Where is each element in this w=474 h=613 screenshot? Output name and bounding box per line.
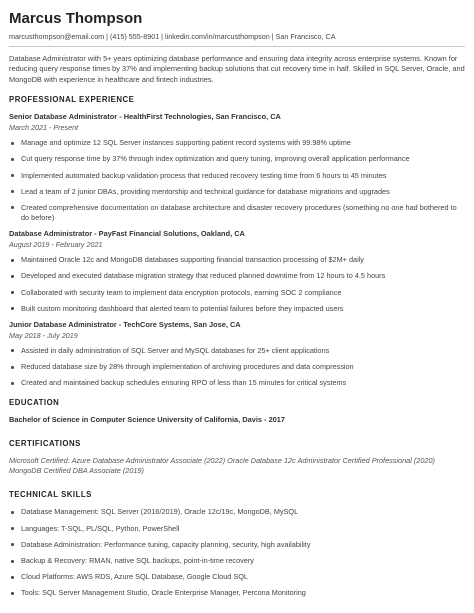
job-bullets [9, 255, 465, 314]
bullet-item: Cut query response time by 37% through index optimization and query tuning, improving overall application performance [9, 154, 465, 164]
bullet-item: Assisted in daily administration of SQL Server and MySQL databases for 25+ client applications [9, 346, 465, 356]
skill-item: Tools: SQL Server Management Studio, Oracle Enterprise Manager, Percona Monitoring [9, 588, 465, 598]
skills-heading: TECHNICAL SKILLS [9, 490, 92, 500]
job-title: Senior Database Administrator - HealthFirst Technologies, San Francisco, CA [9, 112, 281, 122]
bullet-item: Lead a team of 2 junior DBAs, providing mentorship and technical guidance for database migrations and upgrades [9, 187, 465, 197]
skill-item: Languages: T-SQL, PL/SQL, Python, PowerShell [9, 524, 465, 534]
job-title: Junior Database Administrator - TechCore Systems, San Jose, CA [9, 319, 241, 329]
job-bullets [9, 346, 465, 388]
skill-item: Database Management: SQL Server (2016/2019), Oracle 12c/19c, MongoDB, MySQL [9, 507, 465, 517]
skill-item: Database Administration: Performance tuning, capacity planning, security, high availability [9, 540, 465, 550]
skills-section [9, 490, 465, 598]
job-dates: March 2021 - Present [9, 123, 79, 133]
job-entry [9, 229, 465, 314]
skill-item: Cloud Platforms: AWS RDS, Azure SQL Database, Google Cloud SQL [9, 572, 465, 582]
summary: Database Administrator with 5+ years optimizing database performance and ensuring data integrity across enterprise systems. Known for reducing query response times by 37% and implementing backup solutions that cut recovery time in half. Skilled in SQL Server, Oracle, and MongoDB with experience in healthcare and fintech industries. [9, 54, 465, 84]
skills-list [9, 507, 465, 598]
experience-heading: PROFESSIONAL EXPERIENCE [9, 95, 135, 105]
bullet-item: Created and maintained backup schedules ensuring RPO of less than 15 minutes for critical systems [9, 378, 465, 388]
bullet-item: Created comprehensive documentation on database architecture and disaster recovery procedures (something no one had bothered to do before) [9, 203, 465, 223]
certifications-section [9, 439, 465, 476]
job-title: Database Administrator - PayFast Financial Solutions, Oakland, CA [9, 229, 245, 239]
bullet-item: Implemented automated backup validation process that reduced recovery testing time from 6 hours to 45 minutes [9, 171, 465, 181]
bullet-item: Built custom monitoring dashboard that alerted team to potential failures before they impacted users [9, 304, 465, 314]
certifications-heading: CERTIFICATIONS [9, 439, 81, 449]
bullet-item: Developed and executed database migration strategy that reduced planned downtime from 12 hours to 4.5 hours [9, 271, 465, 281]
education-section [9, 398, 465, 425]
bullet-item: Manage and optimize 12 SQL Server instances supporting patient record systems with 99.98% uptime [9, 138, 465, 148]
job-entry [9, 320, 465, 388]
certifications-text: Microsoft Certified: Azure Database Administrator Associate (2022) Oracle Database 12c Administrator Certified Professional (2020) MongoDB Certified DBA Associate (2019) [9, 456, 435, 476]
skill-item: Backup & Recovery: RMAN, native SQL backups, point-in-time recovery [9, 556, 465, 566]
job-dates: May 2018 - July 2019 [9, 330, 78, 340]
bullet-item: Maintained Oracle 12c and MongoDB databases supporting financial transaction processing of $2M+ daily [9, 255, 465, 265]
job-dates: August 2019 - February 2021 [9, 240, 103, 250]
education-heading: EDUCATION [9, 398, 60, 408]
bullet-item: Reduced database size by 28% through implementation of archiving procedures and data compression [9, 362, 465, 372]
bullet-item: Collaborated with security team to implement data encryption protocols, earning SOC 2 compliance [9, 288, 465, 298]
job-entry [9, 112, 465, 223]
degree: Bachelor of Science in Computer Science University of California, Davis - 2017 [9, 415, 286, 425]
experience-section [9, 95, 465, 388]
job-bullets [9, 138, 465, 223]
header-divider [9, 46, 465, 47]
contact-line: marcusthompson@email.com | (415) 555-8901 | linkedin.com/in/marcusthompson | San Francisco, CA [9, 32, 336, 41]
candidate-name: Marcus Thompson [9, 10, 143, 27]
